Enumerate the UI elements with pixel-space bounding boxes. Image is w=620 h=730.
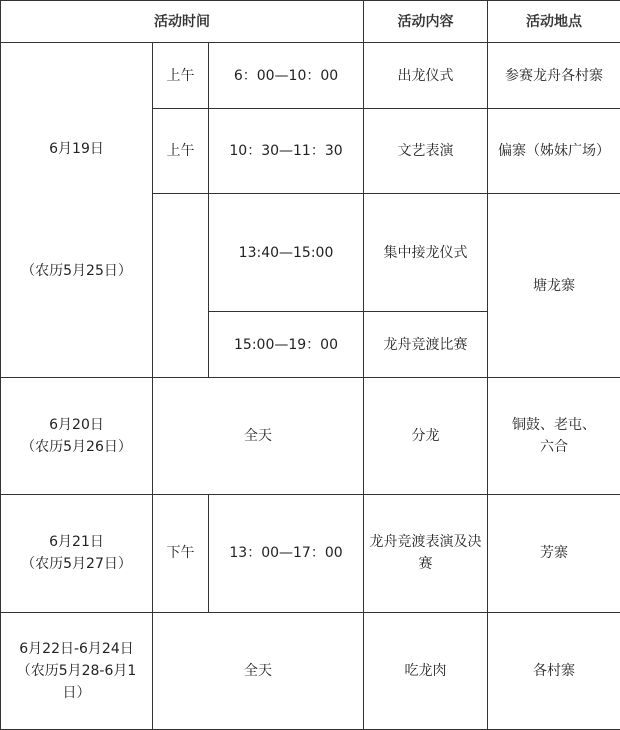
- day4-content: 吃龙肉: [364, 612, 488, 729]
- day4-location: 各村寨: [488, 612, 620, 729]
- day2-date: 6月20日: [49, 417, 104, 434]
- event-location: 参赛龙舟各村寨: [488, 43, 620, 109]
- day3-content-text: 龙舟竞渡表演及决赛: [369, 534, 482, 573]
- event-content: 文艺表演: [364, 109, 488, 194]
- event-period: 上午: [153, 43, 209, 109]
- event-time: 10：30—11：30: [209, 109, 364, 194]
- event-location: 塘龙寨: [488, 194, 620, 378]
- day4-lunar: （农历5月28-6月1日）: [16, 662, 137, 701]
- header-content: 活动内容: [364, 1, 488, 43]
- event-time: 15:00—19：00: [209, 312, 364, 378]
- event-content: 出龙仪式: [364, 43, 488, 109]
- day3-period: 下午: [153, 494, 209, 612]
- day2-content: 分龙: [364, 378, 488, 494]
- day2-lunar: （农历5月26日）: [21, 439, 132, 456]
- table-row: [1, 43, 620, 109]
- header-location: 活动地点: [488, 1, 620, 43]
- table-row: [1, 612, 620, 729]
- header-time: 活动时间: [1, 1, 364, 43]
- day4-time: 全天: [153, 612, 364, 729]
- table-row: [1, 494, 620, 612]
- day3-date-cell: [1, 494, 153, 612]
- event-location: 偏寨（姊妹广场）: [488, 109, 620, 194]
- event-content: 龙舟竞渡比赛: [364, 312, 488, 378]
- day3-date: 6月21日: [49, 534, 104, 551]
- day3-time: 13：00—17：00: [209, 494, 364, 612]
- event-period-empty: [153, 194, 209, 378]
- day4-date-cell: [1, 612, 153, 729]
- day3-location: 芳寨: [488, 494, 620, 612]
- day3-lunar: （农历5月27日）: [21, 556, 132, 573]
- event-period: 上午: [153, 109, 209, 194]
- event-time: 6：00—10：00: [209, 43, 364, 109]
- day2-location-text: 铜鼓、老屯、六合: [512, 417, 597, 456]
- header-row: [1, 1, 620, 43]
- event-time: 13:40—15:00: [209, 194, 364, 312]
- table-row: [1, 378, 620, 494]
- event-content: 集中接龙仪式: [364, 194, 488, 312]
- day3-content: [364, 494, 488, 612]
- day1-date-cell: [1, 43, 153, 378]
- day4-date: 6月22日-6月24日: [19, 640, 134, 657]
- day2-time: 全天: [153, 378, 364, 494]
- day1-lunar: （农历5月25日）: [21, 263, 132, 280]
- day2-location: [488, 378, 620, 494]
- day1-date: 6月19日: [49, 141, 104, 158]
- day2-date-cell: [1, 378, 153, 494]
